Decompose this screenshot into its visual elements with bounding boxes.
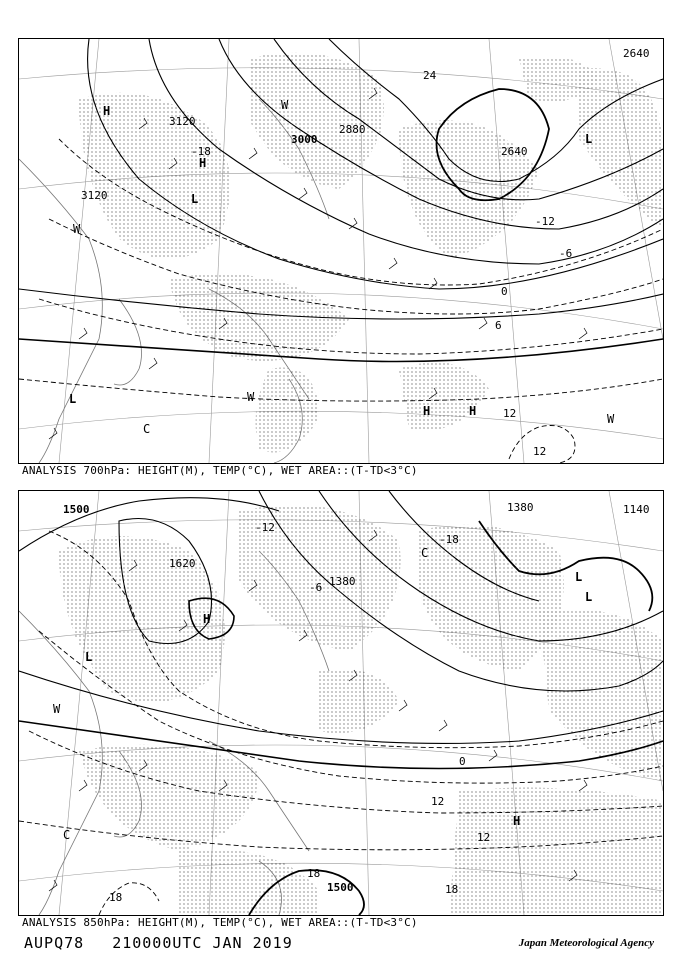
height-label: 3120 — [169, 115, 196, 128]
height-label: 2640 — [501, 145, 528, 158]
cold-center: C — [63, 828, 71, 842]
height-label: 1380 — [507, 501, 534, 514]
chart-panel-850hpa — [18, 490, 664, 916]
high-center: H — [513, 814, 521, 828]
low-center: L — [69, 392, 77, 406]
temp-label: 12 — [533, 445, 547, 458]
high-center: H — [103, 104, 111, 118]
warm-center: W — [73, 222, 81, 236]
height-label: 2640 — [623, 47, 650, 60]
height-label: 1380 — [329, 575, 356, 588]
temp-label: 18 — [109, 891, 123, 904]
caption-850hpa: ANALYSIS 850hPa: HEIGHT(M), TEMP(°C), WET AREA::(T-TD<3°C) — [22, 916, 418, 929]
height-label: 3120 — [81, 189, 108, 202]
low-center: L — [85, 650, 93, 664]
low-center: L — [585, 132, 593, 146]
cold-center: C — [421, 546, 429, 560]
chart-panel-700hpa — [18, 38, 664, 464]
product-code: AUPQ78 — [24, 934, 85, 952]
temp-label: 12 — [503, 407, 517, 420]
cold-center: C — [143, 422, 151, 436]
temp-label: 6 — [495, 319, 502, 332]
height-label: 1500 — [63, 503, 90, 516]
high-center: H — [469, 404, 477, 418]
height-label: 1500 — [327, 881, 354, 894]
wet-areas — [59, 505, 663, 915]
warm-center: W — [247, 390, 255, 404]
temp-label: -18 — [191, 145, 211, 158]
warm-center: W — [53, 702, 61, 716]
low-center: L — [191, 192, 199, 206]
temp-label: -12 — [535, 215, 555, 228]
temp-label: -6 — [559, 247, 573, 260]
low-center: L — [585, 590, 593, 604]
map-850hpa — [19, 491, 663, 915]
temp-label: -18 — [439, 533, 459, 546]
temp-label: 24 — [423, 69, 437, 82]
temp-label: 12 — [477, 831, 491, 844]
temp-label: 18 — [307, 867, 321, 880]
temp-label: -12 — [255, 521, 275, 534]
low-center: L — [575, 570, 583, 584]
temp-label: 0 — [501, 285, 508, 298]
temp-label: 0 — [459, 755, 466, 768]
agency-name: Japan Meteorological Agency — [518, 937, 654, 949]
temp-label: 18 — [445, 883, 459, 896]
high-center: H — [203, 612, 211, 626]
temp-label: -6 — [309, 581, 323, 594]
height-label: 1140 — [623, 503, 650, 516]
temp-label: 12 — [431, 795, 445, 808]
map-700hpa — [19, 39, 663, 463]
warm-center: W — [281, 98, 289, 112]
high-center: H — [199, 156, 207, 170]
caption-700hpa: ANALYSIS 700hPa: HEIGHT(M), TEMP(°C), WET AREA::(T-TD<3°C) — [22, 464, 418, 477]
warm-center: W — [607, 412, 615, 426]
height-label: 1620 — [169, 557, 196, 570]
valid-time: 210000UTC JAN 2019 — [112, 934, 293, 952]
height-label: 3000 — [291, 133, 318, 146]
product-header — [24, 934, 321, 952]
high-center: H — [423, 404, 431, 418]
height-label: 2880 — [339, 123, 366, 136]
